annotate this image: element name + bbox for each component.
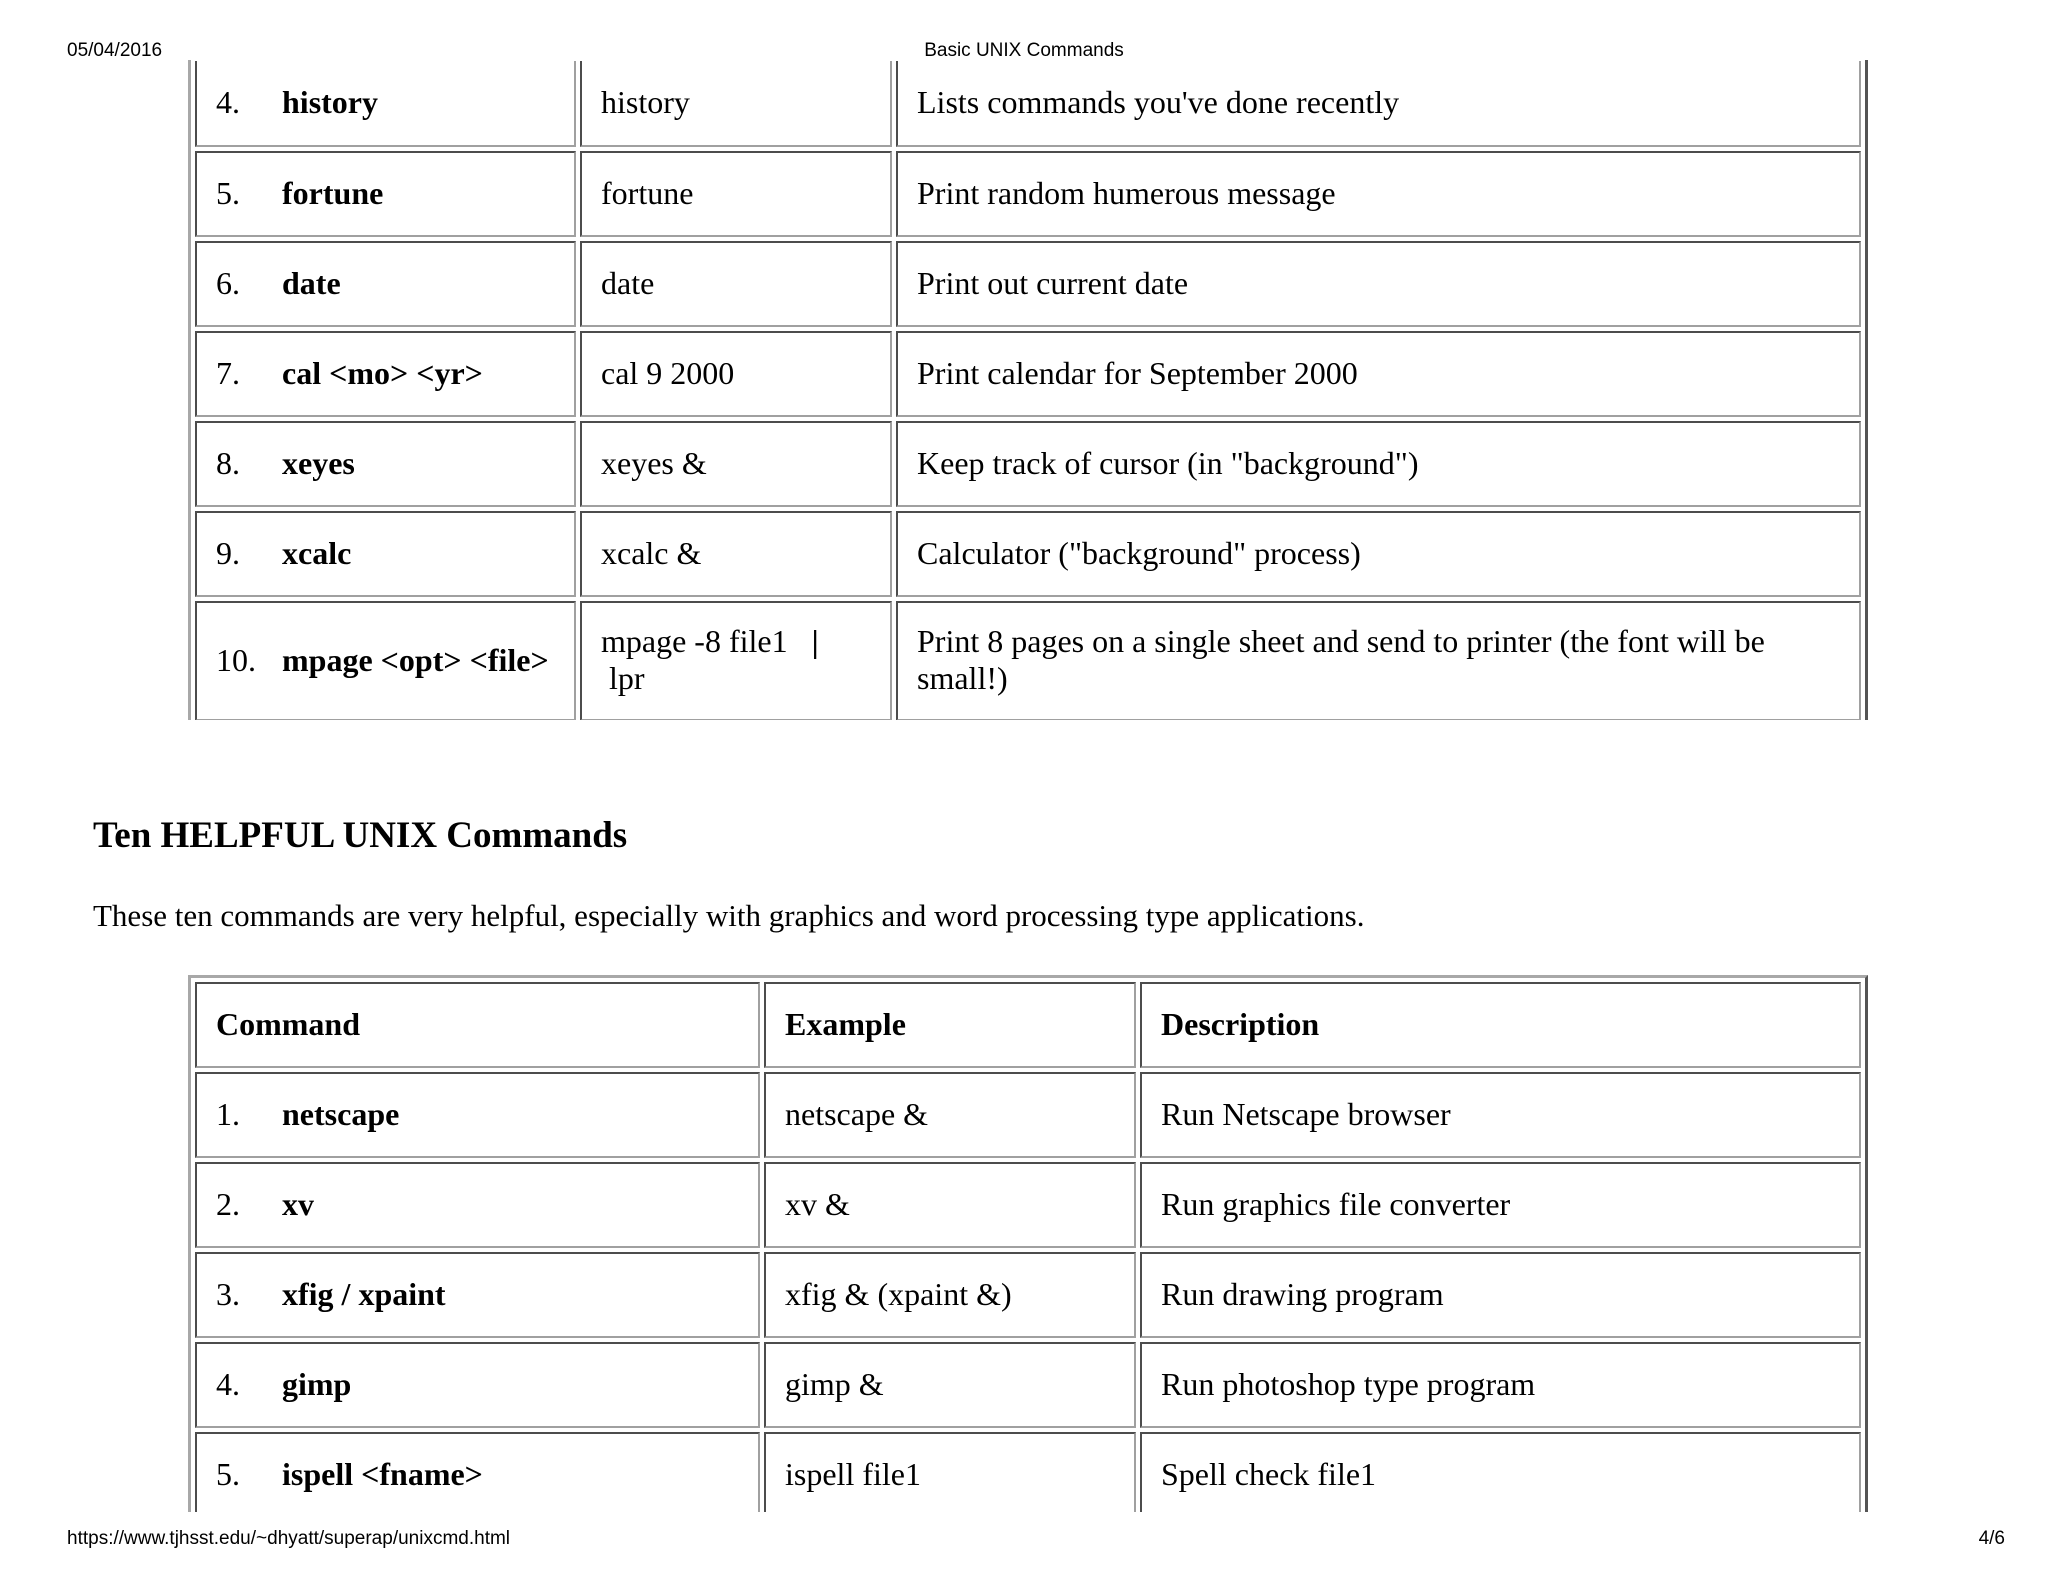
description-cell: Keep track of cursor (in "background") bbox=[896, 421, 1861, 507]
header-description: Description bbox=[1140, 982, 1861, 1068]
table-row bbox=[195, 1432, 1861, 1512]
example-cell: ispell file1 bbox=[764, 1432, 1136, 1512]
example-cell: cal 9 2000 bbox=[580, 331, 892, 417]
section-title: Ten HELPFUL UNIX Commands bbox=[93, 815, 628, 856]
command-cell: 4. history bbox=[195, 61, 576, 147]
page-number: 4/6 bbox=[1978, 1528, 2005, 1549]
example-cell: gimp & bbox=[764, 1342, 1136, 1428]
header-example: Example bbox=[764, 982, 1136, 1068]
example-cell: xfig & (xpaint &) bbox=[764, 1252, 1136, 1338]
print-title: Basic UNIX Commands bbox=[924, 40, 1124, 61]
command-cell: 9. xcalc bbox=[195, 511, 576, 597]
command-cell: 10. mpage <opt> <file> bbox=[195, 601, 576, 720]
description-cell: Run graphics file converter bbox=[1140, 1162, 1861, 1248]
command-cell: 6. date bbox=[195, 241, 576, 327]
command-cell: 1. netscape bbox=[195, 1072, 760, 1158]
command-cell: 5. ispell <fname> bbox=[195, 1432, 760, 1512]
example-cell: xcalc & bbox=[580, 511, 892, 597]
description-cell: Run Netscape browser bbox=[1140, 1072, 1861, 1158]
command-cell: 5. fortune bbox=[195, 151, 576, 237]
description-cell: Run drawing program bbox=[1140, 1252, 1861, 1338]
example-cell: netscape & bbox=[764, 1072, 1136, 1158]
description-cell: Print 8 pages on a single sheet and send to printer (the font will be small!) bbox=[896, 601, 1861, 720]
command-cell: 2. xv bbox=[195, 1162, 760, 1248]
table-row bbox=[195, 1252, 1861, 1338]
description-cell: Lists commands you've done recently bbox=[896, 61, 1861, 147]
description-cell: Print out current date bbox=[896, 241, 1861, 327]
example-cell: fortune bbox=[580, 151, 892, 237]
print-url: https://www.tjhsst.edu/~dhyatt/superap/unixcmd.html bbox=[67, 1528, 511, 1549]
command-cell: 4. gimp bbox=[195, 1342, 760, 1428]
command-cell: 3. xfig / xpaint bbox=[195, 1252, 760, 1338]
header-command: Command bbox=[195, 982, 760, 1068]
table-header-row bbox=[195, 982, 1861, 1068]
description-cell: Calculator ("background" process) bbox=[896, 511, 1861, 597]
example-cell: mpage -8 file1 | lpr bbox=[580, 601, 892, 720]
example-cell: date bbox=[580, 241, 892, 327]
table-row bbox=[195, 1072, 1861, 1158]
description-cell: Print random humerous message bbox=[896, 151, 1861, 237]
table-row bbox=[195, 1342, 1861, 1428]
section-description: These ten commands are very helpful, especially with graphics and word processing type applications. bbox=[93, 898, 1365, 933]
description-cell: Spell check file1 bbox=[1140, 1432, 1861, 1512]
command-cell: 8. xeyes bbox=[195, 421, 576, 507]
description-cell: Run photoshop type program bbox=[1140, 1342, 1861, 1428]
description-cell: Print calendar for September 2000 bbox=[896, 331, 1861, 417]
table-row bbox=[195, 1162, 1861, 1248]
example-cell: xeyes & bbox=[580, 421, 892, 507]
example-cell: xv & bbox=[764, 1162, 1136, 1248]
print-date: 05/04/2016 bbox=[67, 40, 163, 61]
helpful-commands-table bbox=[188, 975, 1868, 1512]
example-cell: history bbox=[580, 61, 892, 147]
command-cell: 7. cal <mo> <yr> bbox=[195, 331, 576, 417]
